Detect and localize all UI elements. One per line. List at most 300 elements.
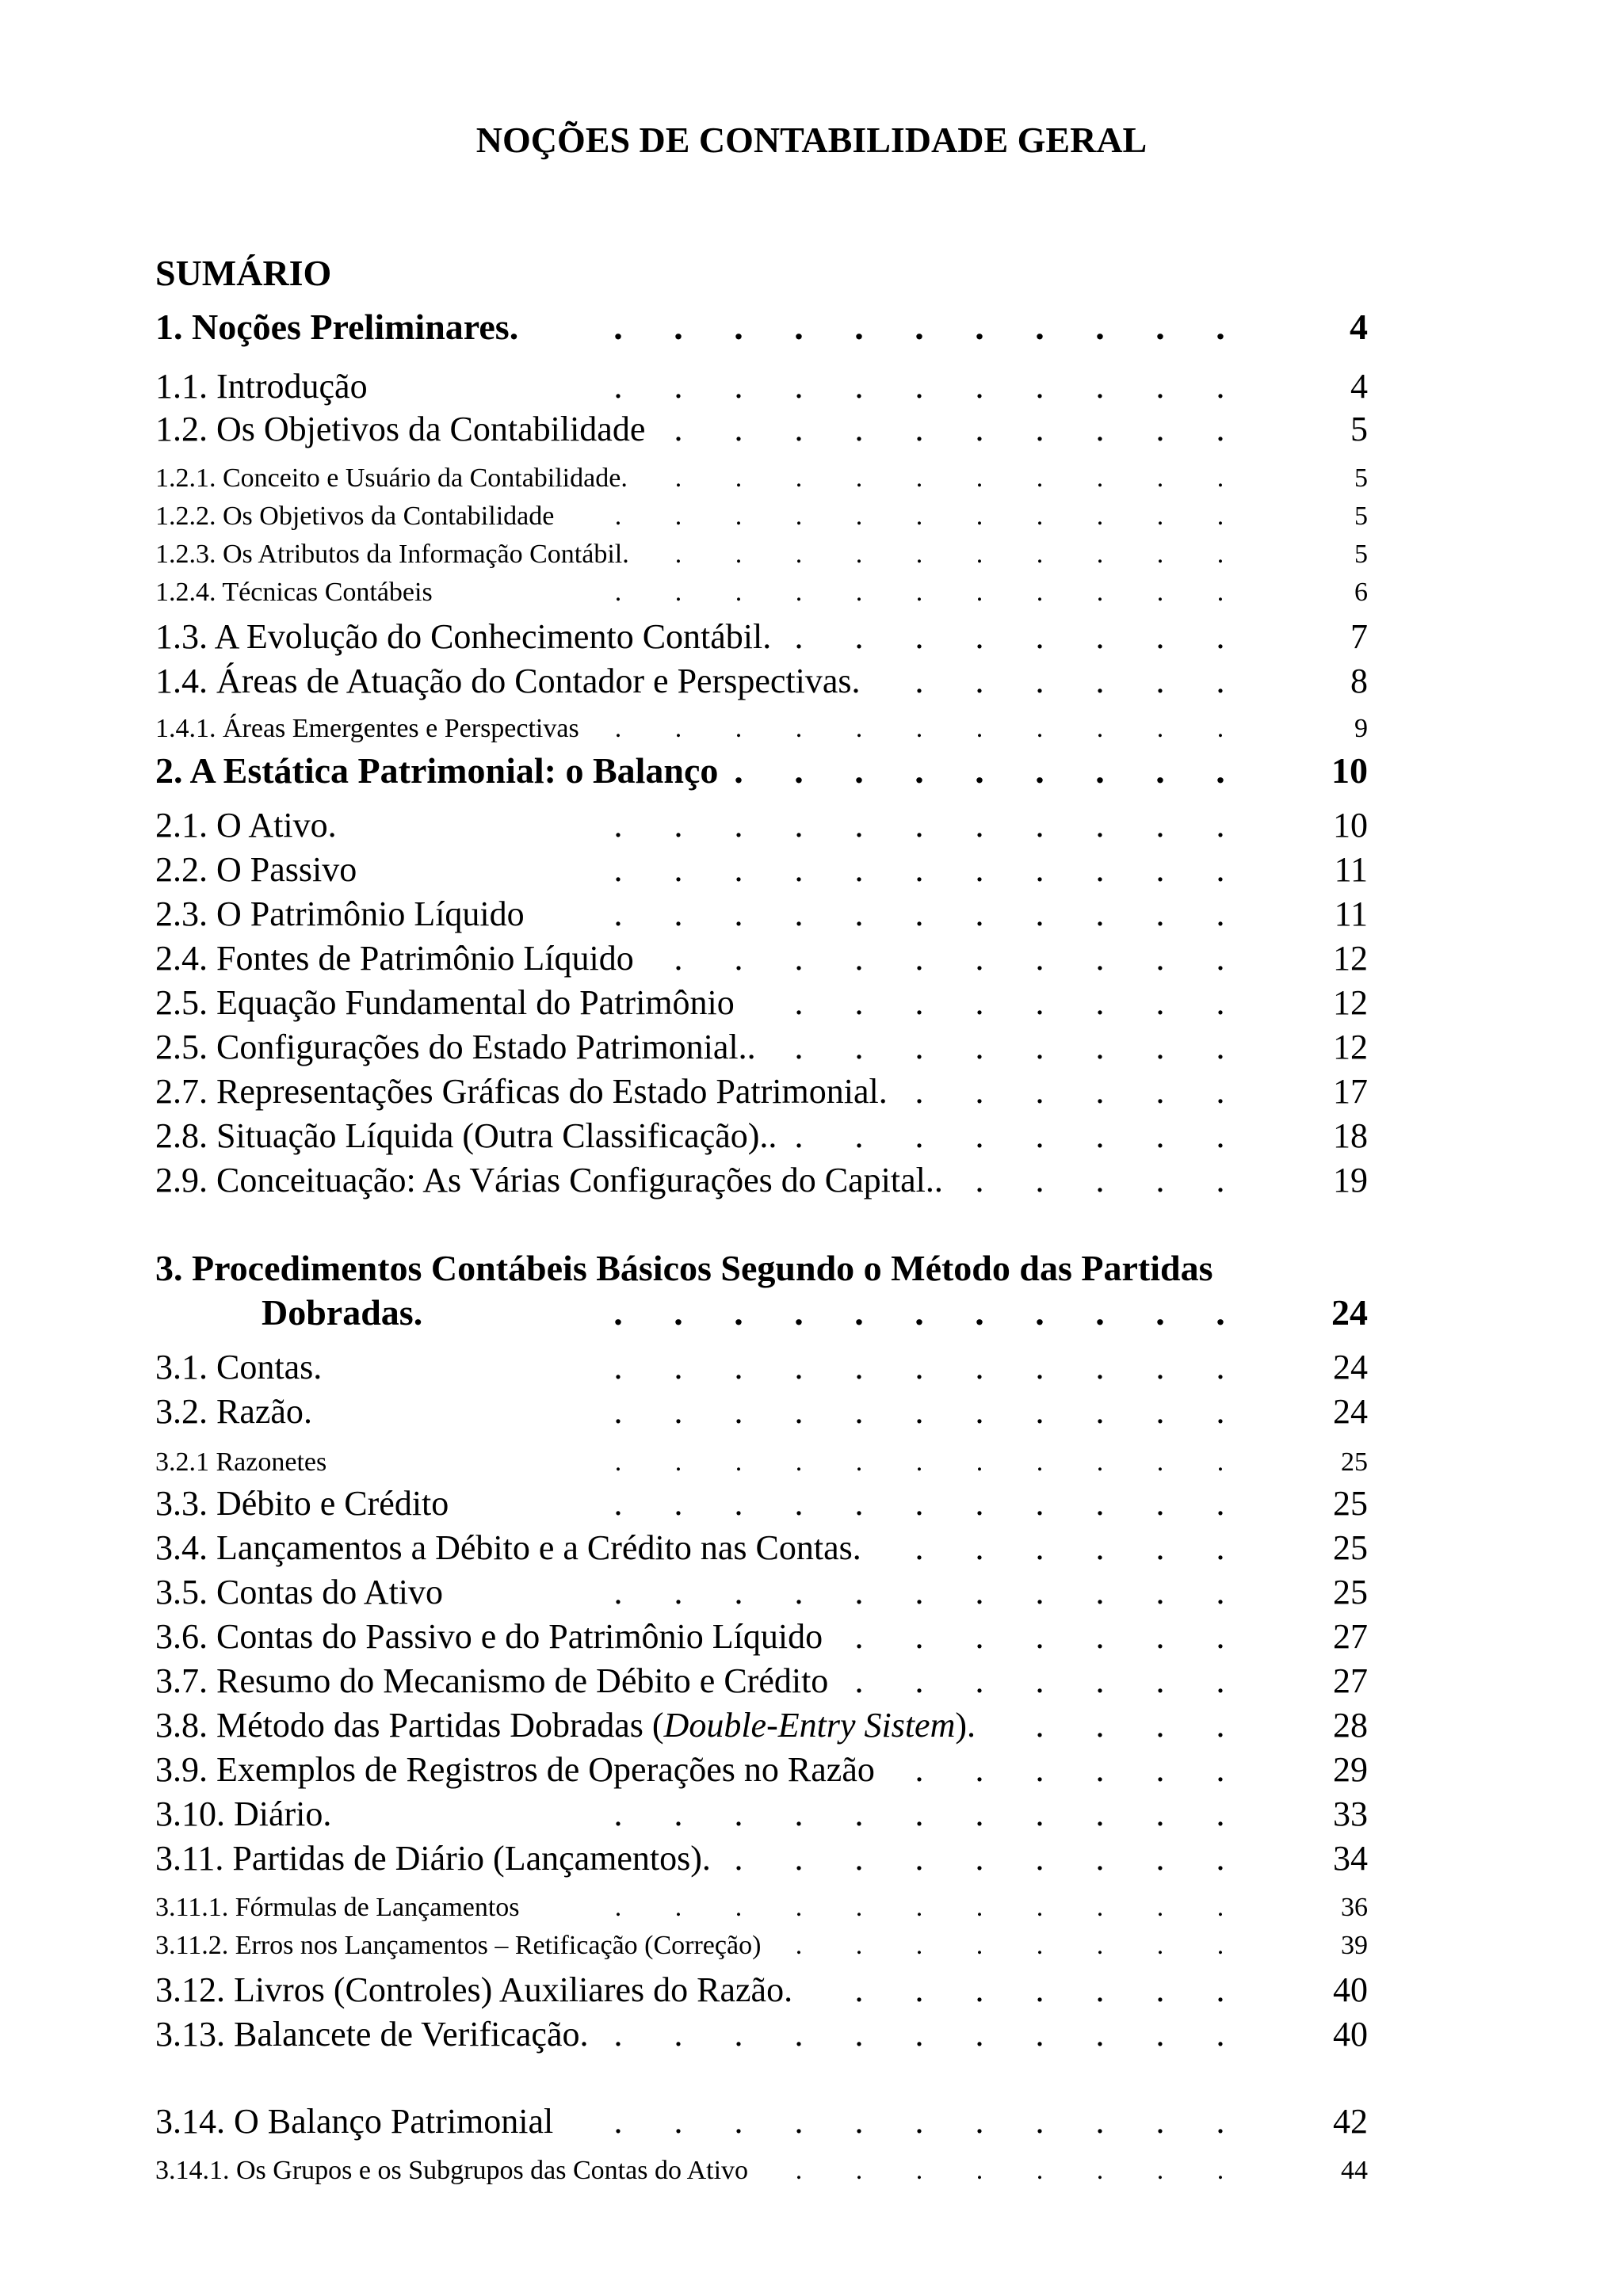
leader-dot: . <box>614 502 622 531</box>
leader-dot: . <box>794 894 804 933</box>
leader-dot: . <box>915 662 924 700</box>
leader-dot: . <box>794 1392 804 1431</box>
leader-dot: . <box>854 1839 864 1878</box>
toc-entry-title: 1.2.3. Os Atributos da Informação Contábil. <box>155 540 629 569</box>
leader-dot: . <box>1216 939 1225 978</box>
toc-entry <box>155 1573 1368 1611</box>
leader-dot: . <box>1095 850 1105 889</box>
toc-entry <box>155 984 1368 1022</box>
leader-dot: . <box>915 1528 924 1567</box>
leader-dot: . <box>1216 502 1224 531</box>
leader-dot: . <box>1216 1484 1225 1523</box>
leader-dot: . <box>915 1348 924 1386</box>
leader-dot: . <box>975 367 984 406</box>
toc-entry-title: 3.14.1. Os Grupos e os Subgrupos das Contas do Ativo <box>155 2156 749 2185</box>
leader-dot: . <box>1155 1392 1165 1431</box>
toc-entry <box>155 2155 1368 2187</box>
leader-dot: . <box>975 2102 984 2141</box>
leader-dot: . <box>1035 1706 1044 1745</box>
leader-dot: . <box>915 1931 923 1960</box>
leader-dot: . <box>674 1893 682 1922</box>
leader-dot: . <box>1216 578 1224 607</box>
leader-dot: . <box>975 410 984 448</box>
toc-entry <box>155 307 1368 347</box>
leader-dot: . <box>794 307 804 347</box>
leader-dot: . <box>1095 1116 1105 1155</box>
toc-entry-leader: . <box>327 806 337 845</box>
toc-entry <box>155 539 1368 570</box>
leader-dot: . <box>735 578 743 607</box>
leader-dot: . <box>854 1484 864 1523</box>
leader-dot: . <box>1155 617 1165 656</box>
leader-dot: . <box>1035 1970 1044 2009</box>
leader-dot: . <box>674 1447 682 1477</box>
toc-entry-leader: . <box>579 2015 589 2054</box>
leader-dot: . <box>854 894 864 933</box>
leader-dot: . <box>1216 540 1224 569</box>
leader-dot: . <box>854 806 864 845</box>
toc-entry-title: 3.7. Resumo do Mecanismo de Débito e Crédito <box>155 1661 829 1700</box>
leader-dot: . <box>1036 1931 1044 1960</box>
leader-dot: . <box>1155 1072 1165 1111</box>
leader-dot: . <box>1155 1794 1165 1833</box>
leader-dot: . <box>735 1893 743 1922</box>
leader-dot: . <box>1095 1484 1105 1523</box>
leader-dot: . <box>915 1028 924 1066</box>
leader-dot: . <box>1216 1447 1224 1477</box>
leader-dot: . <box>1036 578 1044 607</box>
leader-dot: . <box>975 1970 984 2009</box>
toc-entry-page-number: 12 <box>1333 1028 1368 1066</box>
leader-dot: . <box>975 1528 984 1567</box>
leader-dot: . <box>975 2015 984 2054</box>
toc-entry-title: 1.2.4. Técnicas Contábeis <box>155 578 433 607</box>
leader-dot: . <box>975 1392 984 1431</box>
toc-entry <box>155 1348 1368 1386</box>
leader-dot: . <box>1036 502 1044 531</box>
leader-dot: . <box>976 502 983 531</box>
leader-dot: . <box>1035 894 1044 933</box>
leader-dot: . <box>975 1161 984 1199</box>
toc-entry-page-number: 29 <box>1333 1750 1368 1789</box>
leader-dot: . <box>734 2102 743 2141</box>
toc-entry-page-number: 40 <box>1333 1970 1368 2009</box>
leader-dot: . <box>614 578 622 607</box>
toc-entry-title: 3.8. Método das Partidas Dobradas (Double-Entry Sistem). <box>155 1706 976 1745</box>
toc-entry-title: 2.2. O Passivo <box>155 850 357 889</box>
toc-entry-leader: . <box>747 1028 756 1066</box>
leader-dot: . <box>1155 1292 1165 1333</box>
leader-dot: . <box>1216 983 1225 1022</box>
toc-entry <box>155 1840 1368 1878</box>
leader-dot: . <box>1095 1392 1105 1431</box>
leader-dot: . <box>855 502 863 531</box>
leader-dot: . <box>1155 307 1165 347</box>
toc-entry-leader: . <box>413 1292 423 1333</box>
toc-entry <box>155 1971 1368 2009</box>
toc-entry-page-number: 36 <box>1341 1893 1368 1922</box>
toc-entry-leader: . <box>303 1392 312 1431</box>
toc-entry-page-number: 25 <box>1333 1484 1368 1523</box>
leader-dot: . <box>1096 2156 1104 2185</box>
leader-dot: . <box>1155 1706 1165 1745</box>
toc-entry-title: 3. Procedimentos Contábeis Básicos Segundo o Método das Partidas <box>155 1248 1213 1288</box>
leader-dot: . <box>734 1348 743 1386</box>
toc-entry-page-number: 42 <box>1333 2102 1368 2141</box>
toc-entry-title: 1.3. A Evolução do Conhecimento Contábil. <box>155 617 772 656</box>
leader-dot: . <box>854 1661 864 1700</box>
leader-dot: . <box>674 410 683 448</box>
leader-dot: . <box>795 714 803 743</box>
leader-dot: . <box>915 750 924 791</box>
leader-dot: . <box>1155 750 1165 791</box>
leader-dot: . <box>1035 750 1044 791</box>
leader-dot: . <box>794 1116 804 1155</box>
leader-dot: . <box>613 1348 623 1386</box>
toc-entry <box>155 1662 1368 1700</box>
toc-entry-page-number: 8 <box>1350 662 1368 700</box>
toc-entry <box>155 1293 1368 1333</box>
leader-dot: . <box>1095 750 1105 791</box>
leader-dot: . <box>1036 540 1044 569</box>
toc-entry <box>155 463 1368 494</box>
leader-dot: . <box>794 2102 804 2141</box>
leader-dot: . <box>674 714 682 743</box>
leader-dot: . <box>855 578 863 607</box>
leader-dot: . <box>1216 1573 1225 1611</box>
leader-dot: . <box>1156 463 1164 493</box>
leader-dot: . <box>1155 1750 1165 1789</box>
leader-dot: . <box>1036 1893 1044 1922</box>
leader-dot: . <box>1035 1573 1044 1611</box>
leader-dot: . <box>1035 806 1044 845</box>
leader-dot: . <box>735 502 743 531</box>
toc-entry-title: 3.12. Livros (Controles) Auxiliares do Razão. <box>155 1970 793 2009</box>
leader-dot: . <box>975 1116 984 1155</box>
toc-entry-leader: . <box>621 463 628 493</box>
leader-dot: . <box>794 983 804 1022</box>
leader-dot: . <box>734 1839 743 1878</box>
toc-entry-title: 2.5. Configurações do Estado Patrimonial.. <box>155 1028 756 1066</box>
leader-dot: . <box>915 1839 924 1878</box>
leader-dot: . <box>1216 1528 1225 1567</box>
leader-dot: . <box>1216 1794 1225 1833</box>
leader-dot: . <box>976 463 983 493</box>
toc-entry-title: 3.2.1 Razonetes <box>155 1447 327 1477</box>
leader-dot: . <box>1155 2015 1165 2054</box>
leader-dot: . <box>915 850 924 889</box>
toc-entry-page-number: 5 <box>1354 540 1368 569</box>
leader-dot: . <box>1035 1528 1044 1567</box>
leader-dot: . <box>1156 540 1164 569</box>
leader-dot: . <box>915 1970 924 2009</box>
toc-entry-page-number: 7 <box>1350 617 1368 656</box>
leader-dot: . <box>1155 410 1165 448</box>
toc-entry-page-number: 24 <box>1333 1392 1368 1431</box>
leader-dot: . <box>613 1392 623 1431</box>
toc-entry-title: 3.13. Balancete de Verificação. <box>155 2015 589 2054</box>
leader-dot: . <box>915 2015 924 2054</box>
leader-dot: . <box>1156 714 1164 743</box>
leader-dot: . <box>854 367 864 406</box>
toc-entry-title: 1.4. Áreas de Atuação do Contador e Perspectivas. <box>155 662 861 700</box>
leader-dot: . <box>854 1292 864 1333</box>
toc-entry-leader: . <box>762 617 772 656</box>
leader-dot: . <box>795 540 803 569</box>
leader-dot: . <box>734 894 743 933</box>
leader-dot: . <box>975 1028 984 1066</box>
leader-dot: . <box>1096 578 1104 607</box>
leader-dot: . <box>794 617 804 656</box>
leader-dot: . <box>1216 1706 1225 1745</box>
leader-dot: . <box>854 1794 864 1833</box>
leader-dot: . <box>915 1794 924 1833</box>
toc-entry-title: 3.5. Contas do Ativo <box>155 1573 444 1611</box>
leader-dot: . <box>794 1484 804 1523</box>
leader-dot: . <box>1155 983 1165 1022</box>
leader-dot: . <box>734 2015 743 2054</box>
toc-entry-page-number: 6 <box>1354 578 1368 607</box>
leader-dot: . <box>915 1392 924 1431</box>
leader-dot: . <box>1216 714 1224 743</box>
toc-entry <box>155 1751 1368 1789</box>
toc-entry <box>155 895 1368 933</box>
toc-entry-title: 3.11.2. Erros nos Lançamentos – Retificação (Correção) <box>155 1931 762 1960</box>
leader-dot: . <box>855 463 863 493</box>
leader-dot: . <box>1035 939 1044 978</box>
leader-dot: . <box>1156 1447 1164 1477</box>
leader-dot: . <box>674 307 683 347</box>
leader-dot: . <box>794 939 804 978</box>
leader-dot: . <box>735 1447 743 1477</box>
leader-dot: . <box>794 2015 804 2054</box>
toc-entry-page-number: 27 <box>1333 1617 1368 1656</box>
leader-dot: . <box>915 1484 924 1523</box>
leader-dot: . <box>1216 1028 1225 1066</box>
toc-entry-title: 3.2. Razão. <box>155 1392 312 1431</box>
leader-dot: . <box>915 939 924 978</box>
leader-dot: . <box>1216 806 1225 845</box>
toc-entry-title: 3.6. Contas do Passivo e do Patrimônio Líquido <box>155 1617 823 1656</box>
leader-dot: . <box>734 750 743 791</box>
leader-dot: . <box>1156 578 1164 607</box>
toc-entry <box>155 851 1368 889</box>
leader-dot: . <box>795 1893 803 1922</box>
leader-dot: . <box>794 750 804 791</box>
leader-dot: . <box>1216 1750 1225 1789</box>
leader-dot: . <box>674 578 682 607</box>
toc-entry <box>155 501 1368 532</box>
leader-dot: . <box>613 1484 623 1523</box>
leader-dot: . <box>1095 1573 1105 1611</box>
leader-dot: . <box>1035 1794 1044 1833</box>
leader-dot: . <box>1096 540 1104 569</box>
toc-entry-page-number: 39 <box>1341 1931 1368 1960</box>
leader-dot: . <box>1096 714 1104 743</box>
leader-dot: . <box>854 2102 864 2141</box>
leader-dot: . <box>1035 1028 1044 1066</box>
leader-dot: . <box>613 367 623 406</box>
leader-dot: . <box>1156 2156 1164 2185</box>
leader-dot: . <box>1095 410 1105 448</box>
leader-dot: . <box>915 307 924 347</box>
leader-dot: . <box>674 502 682 531</box>
leader-dot: . <box>915 983 924 1022</box>
leader-dot: . <box>794 806 804 845</box>
leader-dot: . <box>976 1893 983 1922</box>
leader-dot: . <box>1216 1970 1225 2009</box>
leader-dot: . <box>915 1750 924 1789</box>
toc-entry-leader: . <box>852 1528 861 1567</box>
leader-dot: . <box>794 410 804 448</box>
leader-dot: . <box>734 939 743 978</box>
leader-dot: . <box>915 502 923 531</box>
leader-dot: . <box>1035 1292 1044 1333</box>
leader-dot: . <box>1035 1661 1044 1700</box>
toc-entry <box>155 577 1368 608</box>
leader-dot: . <box>794 1348 804 1386</box>
leader-dot: . <box>794 1028 804 1066</box>
leader-dot: . <box>613 1573 623 1611</box>
leader-dot: . <box>1156 502 1164 531</box>
leader-dot: . <box>795 502 803 531</box>
leader-dot: . <box>1035 1116 1044 1155</box>
toc-entry <box>155 713 1368 745</box>
toc-entry-title: 3.11.1. Fórmulas de Lançamentos <box>155 1893 520 1922</box>
leader-dot: . <box>614 714 622 743</box>
leader-dot: . <box>1216 750 1225 791</box>
leader-dot: . <box>1155 662 1165 700</box>
toc-entry <box>155 1028 1368 1066</box>
leader-dot: . <box>674 1392 683 1431</box>
leader-dot: . <box>975 617 984 656</box>
leader-dot: . <box>1216 1617 1225 1656</box>
leader-dot: . <box>854 1970 864 2009</box>
toc-entry-page-number: 24 <box>1331 1292 1368 1333</box>
leader-dot: . <box>1216 662 1225 700</box>
leader-dot: . <box>854 1116 864 1155</box>
toc-entry-title: 3.3. Débito e Crédito <box>155 1484 449 1523</box>
leader-dot: . <box>1035 850 1044 889</box>
leader-dot: . <box>1155 1617 1165 1656</box>
leader-dot: . <box>1216 307 1225 347</box>
leader-dot: . <box>734 1292 743 1333</box>
toc-entry-page-number: 33 <box>1333 1794 1368 1833</box>
leader-dot: . <box>854 617 864 656</box>
toc-entry-title: 3.4. Lançamentos a Débito e a Crédito nas Contas. <box>155 1528 861 1567</box>
toc-entry <box>155 1618 1368 1656</box>
leader-dot: . <box>1095 1750 1105 1789</box>
leader-dot: . <box>975 1072 984 1111</box>
leader-dot: . <box>1216 1161 1225 1199</box>
leader-dot: . <box>1095 617 1105 656</box>
toc-entry-page-number: 27 <box>1333 1661 1368 1700</box>
leader-dot: . <box>1155 1970 1165 2009</box>
toc-entry-title: Dobradas. <box>262 1292 423 1333</box>
leader-dot: . <box>1095 1528 1105 1567</box>
leader-dot: . <box>1096 1893 1104 1922</box>
leader-dot: . <box>915 540 923 569</box>
leader-dot: . <box>915 617 924 656</box>
leader-dot: . <box>854 2015 864 2054</box>
leader-dot: . <box>674 2015 683 2054</box>
toc-entry-title: 2.5. Equação Fundamental do Patrimônio <box>155 983 735 1022</box>
leader-dot: . <box>1095 1348 1105 1386</box>
leader-dot: . <box>1095 307 1105 347</box>
toc-entry <box>155 1249 1368 1288</box>
leader-dot: . <box>1095 1072 1105 1111</box>
leader-dot: . <box>915 1116 924 1155</box>
leader-dot: . <box>1035 1392 1044 1431</box>
leader-dot: . <box>915 1893 923 1922</box>
toc-entry-leader: . <box>323 1794 332 1833</box>
toc-entry-title: 2.3. O Patrimônio Líquido <box>155 894 525 933</box>
leader-dot: . <box>734 806 743 845</box>
leader-dot: . <box>975 1292 984 1333</box>
toc-entry <box>155 618 1368 656</box>
leader-dot: . <box>1155 2102 1165 2141</box>
leader-dot: . <box>1095 1028 1105 1066</box>
toc-entry <box>155 662 1368 700</box>
leader-dot: . <box>976 540 983 569</box>
toc-entry <box>155 1795 1368 1833</box>
toc-entry <box>155 1707 1368 1745</box>
leader-dot: . <box>1095 367 1105 406</box>
leader-dot: . <box>1095 894 1105 933</box>
leader-dot: . <box>1216 894 1225 933</box>
leader-dot: . <box>1216 1348 1225 1386</box>
leader-dot: . <box>1035 1617 1044 1656</box>
leader-dot: . <box>1035 1072 1044 1111</box>
leader-dot: . <box>1036 463 1044 493</box>
leader-dot: . <box>915 894 924 933</box>
leader-dot: . <box>674 2102 683 2141</box>
leader-dot: . <box>854 1348 864 1386</box>
leader-dot: . <box>1035 1161 1044 1199</box>
leader-dot: . <box>674 463 682 493</box>
toc-entry-title: 1.2.2. Os Objetivos da Contabilidade <box>155 502 555 531</box>
toc-entry-page-number: 11 <box>1334 850 1368 889</box>
toc-entry-page-number: 44 <box>1341 2156 1368 2185</box>
leader-dot: . <box>1095 1970 1105 2009</box>
leader-dot: . <box>975 894 984 933</box>
leader-dot: . <box>1216 2102 1225 2141</box>
leader-dot: . <box>613 894 623 933</box>
leader-dot: . <box>795 1931 803 1960</box>
toc-entry-title: 2. A Estática Patrimonial: o Balanço <box>155 750 719 791</box>
leader-dot: . <box>794 1292 804 1333</box>
leader-dot: . <box>1155 1028 1165 1066</box>
leader-dot: . <box>1095 2102 1105 2141</box>
toc-entry-page-number: 34 <box>1333 1839 1368 1878</box>
leader-dot: . <box>794 1794 804 1833</box>
toc-entry <box>155 2103 1368 2141</box>
leader-dot: . <box>1096 502 1104 531</box>
toc-entry <box>155 1161 1368 1199</box>
leader-dot: . <box>1216 2156 1224 2185</box>
toc-entry-title: 1.4.1. Áreas Emergentes e Perspectivas <box>155 714 579 743</box>
toc-entry-page-number: 9 <box>1354 714 1368 743</box>
leader-dot: . <box>734 1794 743 1833</box>
toc-entry-leader: .. <box>925 1161 943 1199</box>
leader-dot: . <box>1095 2015 1105 2054</box>
leader-dot: . <box>674 1484 683 1523</box>
leader-dot: . <box>613 1292 623 1333</box>
toc-entry-title: 3.9. Exemplos de Registros de Operações no Razão <box>155 1750 875 1789</box>
toc-entry <box>155 751 1368 791</box>
leader-dot: . <box>1035 367 1044 406</box>
leader-dot: . <box>674 894 683 933</box>
